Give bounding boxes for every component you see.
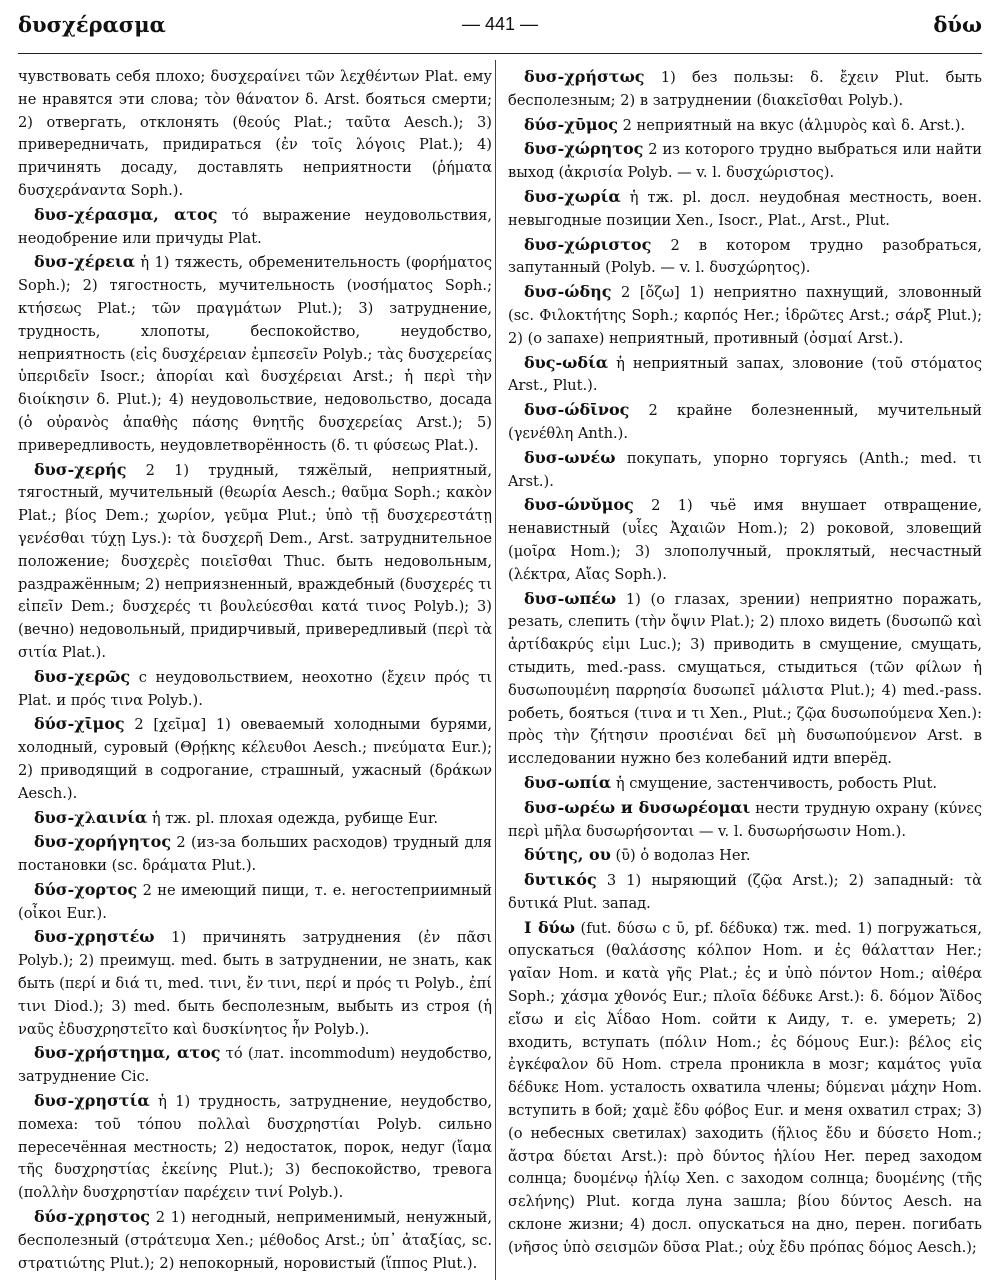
entry-lemma: δύσ-χῡμος bbox=[524, 114, 618, 134]
dictionary-entry bbox=[508, 772, 982, 796]
dictionary-entry bbox=[508, 797, 982, 844]
entry-lemma: δυσ-χρηστέω bbox=[34, 927, 155, 947]
dictionary-entry bbox=[508, 447, 982, 494]
entry-lemma: δυσ-ώνῠμος bbox=[524, 495, 634, 515]
entry-definition: 2 неприятный на вкус (ἁλμυρὸς καὶ δ. Arst.). bbox=[622, 116, 966, 134]
entry-lemma: δυσ-ώδης bbox=[524, 282, 612, 302]
dictionary-entry bbox=[18, 1042, 492, 1089]
dictionary-entry bbox=[508, 66, 982, 113]
entry-definition: 2 [χεῖμα] 1) овеваемый холодными бурями, холодный, суровый (Θρῄκης κέλευθοι Aesch.; πνεύματα Eur.); 2) приводящий в содрогание, страшный, ужасный (δράκων Aesch.). bbox=[18, 716, 492, 802]
dictionary-entry bbox=[508, 588, 982, 771]
dictionary-entry bbox=[508, 352, 982, 399]
entry-definition: 2 в котором трудно разобраться, запутанный (Polyb. — v. l. δυσχώρητος). bbox=[508, 236, 982, 277]
dictionary-entry bbox=[18, 66, 492, 203]
dictionary-entry bbox=[508, 494, 982, 586]
entry-lemma: δυσ-χερῶς bbox=[34, 666, 131, 686]
right-column bbox=[508, 66, 982, 1278]
entry-lemma: δυσ-χώρητος bbox=[524, 139, 644, 159]
entry-lemma: δυσ-χωρία bbox=[524, 186, 621, 206]
header-rule bbox=[18, 53, 982, 54]
entry-definition: ἡ неприятный запах, зловоние (τοῦ στόματος Arst., Plut.). bbox=[508, 354, 982, 395]
dictionary-entry bbox=[508, 186, 982, 233]
dictionary-entry bbox=[18, 879, 492, 926]
entry-lemma: δυσ-χώριστος bbox=[524, 234, 652, 254]
entry-definition: покупать, упорно торгуясь (Anth.; med. τι Arst.). bbox=[508, 449, 982, 490]
dictionary-entry bbox=[508, 917, 982, 1260]
entry-definition: ἡ 1) трудность, затруднение, неудобство, помеха: τοῦ τόπου πολλαὶ δυσχρηστίαι Polyb. сильно пересечённая местность; 2) недостаток, порок, недуг (ἴαμα τῆς δυσχρηστίας ἐκείνης Plut.); 3) беспокойство, тревога (πολλὴν δυσχρηστίαν παρέχειν τινί Polyb.). bbox=[18, 1093, 492, 1202]
entry-lemma: δύσ-χῑμος bbox=[34, 714, 125, 734]
entry-lemma: δυσ-χρηστία bbox=[34, 1091, 150, 1111]
entry-definition: (ῡ) ὁ водолаз Her. bbox=[615, 847, 751, 865]
entry-lemma: δυσ-χλαινία bbox=[34, 807, 148, 827]
entry-definition: нести трудную охрану (κύνες περὶ μῆλα δυσωρήσονται — v. l. δυσωρήσωσιν Hom.). bbox=[508, 799, 982, 840]
entry-definition: 1) без пользы: δ. ἔχειν Plut. быть бесполезным; 2) в затруднении (διακεῖσθαι Polyb.). bbox=[508, 69, 982, 109]
entry-lemma: δυσ-χρήστημα, ατος bbox=[34, 1043, 221, 1063]
dictionary-entry bbox=[18, 204, 492, 251]
entry-definition: 2 1) негодный, неприменимый, ненужный, бесполезный (στράτευμα Xen.; μέθοδος Arst.; ὑπ᾽ ἀταξίας, sc. στρατιώτης Plut.); 2) непокорный, норовистый (ἵππος Plut.). bbox=[18, 1209, 492, 1272]
entry-definition: 2 не имеющий пищи, т. е. негостеприимный (οἶκοι Eur.). bbox=[18, 881, 492, 922]
entry-lemma: δυσ-ωρέω и δυσωρέομαι bbox=[524, 797, 751, 817]
entry-definition: 2 крайне болезненный, мучительный (γενέθλη Anth.). bbox=[508, 402, 982, 442]
dictionary-entry bbox=[18, 831, 492, 878]
dictionary-entry bbox=[508, 234, 982, 281]
dictionary-entry bbox=[18, 666, 492, 713]
left-running-headword: δυσχέρασμα bbox=[18, 12, 166, 37]
dictionary-entry bbox=[508, 281, 982, 350]
entry-definition: ἡ тж. pl. досл. неудобная местность, воен. невыгодные позиции Xen., Isocr., Plat., Arst., Plut. bbox=[508, 188, 982, 229]
dictionary-entry bbox=[508, 869, 982, 916]
entry-lemma: δυσ-χέρασμα, ατος bbox=[34, 204, 218, 224]
right-running-headword: δύω bbox=[933, 12, 982, 37]
entry-definition: 1) (о глазах, зрении) неприятно поражать, резать, слепить (τὴν ὄψιν Plat.); 2) плохо видеть (δυσωπῶ καὶ ἀρτίδακρύς εἰμι Luc.); 3) приводить в смущение, смущать, стыдить, med.-pass. смущаться, стыдиться (τῶν φίλων ἡ δυσωπουμένη παρρησία δυσωπεῖ μάλιστα Plut.); 4) med.-pass. робеть, бояться (τινα и τι Xen., Plut.; ζῷα δυσωπούμενα Xen.): πρὸς τὴν ζήτησιν προσιέναι δεῖ μὴ δυσωπούμενον Arst. в исследовании нужно без колебаний идти вперёд. bbox=[508, 590, 982, 768]
entry-lemma: δυς-ωδία bbox=[524, 352, 609, 372]
entry-definition: 2 1) чьё имя внушает отвращение, ненавистный (υἷες Ἀχαιῶν Hom.); 2) роковой, зловещий (μοῖρα Hom.); 3) злополучный, проклятый, несчастный (λέκτρα, Αἴας Soph.). bbox=[508, 497, 982, 583]
dictionary-entry bbox=[18, 1206, 492, 1275]
entry-definition: ἡ 1) тяжесть, обременительность (φορήματος Soph.); 2) тягостность, мучительность (νοσήματος Soph.; κτήσεως Plat.; τῶν πραγμάτων Plut.); 3) затруднение, трудность, хлопоты, беспокойство, неудобство, неприятность (εἰς δυσχέρειαν ἐμπεσεῖν Polyb.; τὰς δυσχερείας ὑπεριδεῖν Isocr.; ἀπορίαι καὶ δυσχέρειαι Arst.; ἡ περὶ τὴν διοίκησιν δ. Plut.); 4) неудовольствие, недовольство, досада (ὁ οὐρανὸς ἀπαθὴς πάσης θνητῆς δυσχερείας Arst.); 5) привередливость, неудовлетворённость (δ. τι φύσεως Plat.). bbox=[18, 254, 492, 454]
entry-definition: с неудовольствием, неохотно (ἔχειν πρός τι Plat. и πρός τινα Polyb.). bbox=[18, 668, 492, 709]
dictionary-entry bbox=[18, 251, 492, 457]
dictionary-entry bbox=[508, 114, 982, 138]
entry-definition: 2 [ὄζω] 1) неприятно пахнущий, зловонный (sc. Φιλοκτήτης Soph.; καρπός Her.; ἱδρῶτες Arst.; σάρξ Plut.); 2) (о запахе) неприятный, противный (ὀσμαί Arst.). bbox=[508, 284, 982, 347]
dictionary-entry bbox=[18, 1090, 492, 1205]
entry-lemma: δύσ-χρηστος bbox=[34, 1207, 150, 1227]
entry-definition: τό (лат. incommodum) неудобство, затруднение Cic. bbox=[18, 1045, 492, 1086]
dictionary-entry bbox=[508, 399, 982, 446]
entry-lemma: δυσ-χρήστως bbox=[524, 67, 645, 86]
entry-definition: 2 из которого трудно выбраться или найти выход (ἀκρισία Polyb. — v. l. δυσχώριστος). bbox=[508, 141, 982, 182]
entry-definition: ἡ смущение, застенчивость, робость Plut. bbox=[615, 774, 937, 792]
entry-definition: 1) причинять затруднения (ἐν πᾶσι Polyb.); 2) преимущ. med. быть в затруднении, не знать, как быть (περί и διά τι, med. τινι, ἔν τινι, περί и πρός τι Polyb., ἐπί τινι Diod.); 3) med. быть бесполезным, выбыть из строя (ἡ ναῦς ἐδυσχρηστεῖτο καὶ δυσκίνητος ἦν Polyb.). bbox=[18, 929, 492, 1038]
dictionary-entry bbox=[508, 844, 982, 868]
entry-lemma: δύσ-χορτος bbox=[34, 879, 138, 899]
dictionary-entry bbox=[18, 713, 492, 805]
entry-lemma: δυσ-χερής bbox=[34, 459, 127, 479]
entry-lemma: δυσ-ωπία bbox=[524, 772, 612, 792]
entry-definition: 2 1) трудный, тяжёлый, неприятный, тягостный, мучительный (θεωρία Aesch.; θαῦμα Soph.; κακὸν Plat.; βίος Dem.; χωρίον, γεῦμα Plut.; ὑπὸ τῇ δυσχερεστάτῃ γενέσθαι τύχῃ Lys.): τὰ δυσχερῆ Dem., Arst. затруднительное положение; δυσχερὲς ποιεῖσθαι Thuc. быть недовольным, раздражённым; 2) неприязненный, враждебный (δυσχερές τι εἰπεῖν Dem.; δυσχερές τι βουλεύεσθαι κατά τινος Polyb.); 3) (вечно) недовольный, придирчивый, привередливый (περὶ τὰ σιτία Plat.). bbox=[18, 461, 492, 661]
entry-definition: 2 (из-за больших расходов) трудный для постановки (sc. δράματα Plut.). bbox=[18, 834, 492, 875]
entry-lemma: δυτικός bbox=[524, 870, 597, 890]
column-divider bbox=[495, 60, 496, 1280]
dictionary-entry bbox=[18, 807, 492, 831]
entry-lemma: δυσ-ωπέω bbox=[524, 588, 617, 608]
entry-definition: 3 1) ныряющий (ζῷα Arst.); 2) западный: τὰ δυτικά Plut. запад. bbox=[508, 872, 982, 912]
entry-definition: (fut. δύσω с ῡ, pf. δέδυκα) тж. med. 1) погружаться, опускаться (θαλάσσης κόλπον Hom. и ἐς θάλατταν Her.; γαῖαν Hom. и κατὰ γῆς Plat.; ἐς и ὑπὸ πόντον Hom.; αἰθέρα Soph.; χάσμα χθονός Eur.; πλοῖα δέδυκε Arst.): δ. δόμον Ἄϊδος εἴσω и εἰς Ἀΐδαο Hom. сойти к Аиду, т. е. умереть; 2) входить, вступать (πόλιν Hom.; ἐς δόμους Eur.): βέλος εἰς ἐγκέφαλον δῦ Hom. стрела проникла в мозг; καμάτος γυῖα δέδυκε Hom. усталость охватила члены; δύμεναι μάχην Hom. вступить в бой; χαμὲ ἔδυ φόβος Eur. и меня охватил страх; 3) (о небесных светилах) заходить (ἥλιος ἔδυ и δύσετο Hom.; ἄστρα δύεται Arst.): πρὸ δύντος ἡλίου Her. перед заходом солнца; δυομένῳ ἡλίῳ Xen. с заходом солнца; δυομένης (τῆς σελήνης) Plut. когда луна зашла; βίου δύντος Aesch. на склоне жизни; 4) досл. опускаться на дно, перен. погибать (νῆσος ὑπὸ σεισμῶν δῦσα Plat.; οὐχ ἔδυ πρόπας δόμος Aesch.); bbox=[508, 919, 982, 1256]
page-header bbox=[18, 12, 982, 48]
entry-lemma: I δύω bbox=[524, 917, 575, 937]
entry-lemma: δυσ-ωνέω bbox=[524, 447, 616, 467]
entry-lemma: δυσ-χέρεια bbox=[34, 252, 135, 272]
entry-lemma: δυσ-χορήγητος bbox=[34, 832, 172, 852]
entry-lemma: δυσ-ώδῑνος bbox=[524, 400, 630, 420]
entry-definition: чувствовать себя плохо; δυσχεραίνει τῶν λεχθέντων Plat. ему не нравятся эти слова; τὸν θάνατον δ. Arst. бояться смерти; 2) отвергать, отклонять (θεούς Plat.; ταῦτα Aesch.); 3) привередничать, придираться (ἐν τοῖς λόγοις Plat.); 4) причинять досаду, доставлять неприятности (ῥήματα δυσχεράναντα Soph.). bbox=[18, 68, 492, 199]
dictionary-entry bbox=[508, 138, 982, 185]
left-column bbox=[18, 66, 492, 1278]
entry-definition: τό выражение неудовольствия, неодобрение или причуды Plat. bbox=[18, 206, 492, 247]
entry-lemma: δύτης, ου bbox=[524, 845, 611, 865]
entry-definition: ἡ тж. pl. плохая одежда, рубище Eur. bbox=[151, 809, 438, 827]
dictionary-entry bbox=[18, 926, 492, 1041]
page-number: — 441 — bbox=[461, 14, 539, 34]
dictionary-entry bbox=[18, 459, 492, 665]
